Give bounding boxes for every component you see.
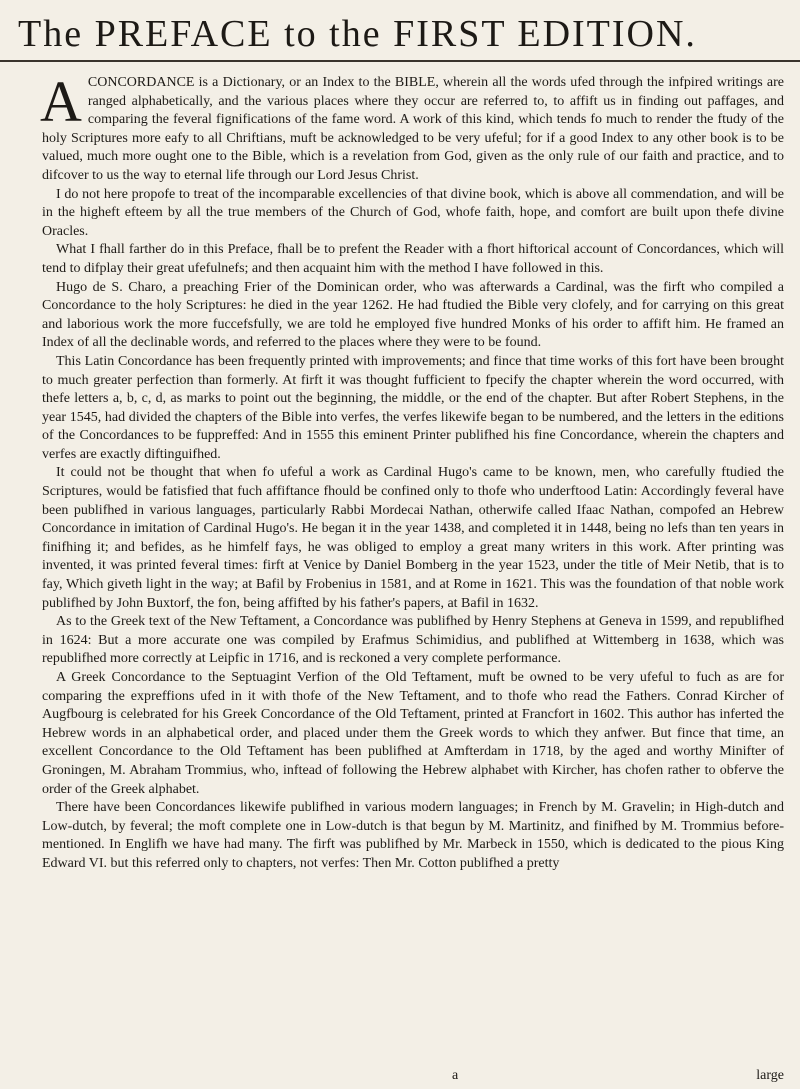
paragraph-8: A Greek Concordance to the Septuagint Verfion of the Old Teftament, muft be owned to be very ufeful to fuch as are for comparing the expreffions ufed in it with thofe of the New Teftament, and to thofe who read the Fathers. Conrad Kircher of Augfbourg is celebrated for his Greek Concordance of the Old Teftament, printed at Francfort in 1602. This author has inferted the Hebrew words in an alphabetical order, and placed under them the Greek words to which they anfwer. But fince that time, an excellent Concordance to the Old Teftament has been publifhed at Amfterdam in 1718, by the aged and worthy Minifter of Groningen, M. Abraham Trommius, who, inftead of following the Hebrew alphabet with Kircher, has chofen rather to obferve the order of the Greek alphabet. [42,670,784,797]
preface-body [40,69,784,874]
page-title: The PREFACE to the FIRST EDITION. [18,13,697,55]
catchword: large [756,1068,784,1083]
paragraph-1-text: CONCORDANCE is a Dictionary, or an Index to the BIBLE, wherein all the words ufed through the infpired writings are ranged alphabetically, and the various places where they occur are referred to, to affift us in finding out paffages, and comparing the feveral fignifications of the fame word. A work of this kind, which tends fo much to render the ftudy of the holy Scriptures more eafy to all Chriftians, muft be acknowledged to be very ufeful; for if a good Index to any other book is to be valued, much more ought one to the Bible, which is a revelation from God, given as the only rule of our faith and practice, and to difcover to us the way to eternal life through our Lord Jesus Christ. [42,75,784,183]
paragraph-4: Hugo de S. Charo, a preaching Frier of the Dominican order, who was afterwards a Cardinal, was the firft who compiled a Concordance to the holy Scriptures: he died in the year 1262. He had ftudied the Bible very clofely, and for carrying on this great and laborious work the more fuccefsfully, we are told he employed five hundred Monks of his order to affift him. He framed an Index of all the declinable words, and referred to the places where they were to be found. [42,279,784,351]
paragraph-3: What I fhall farther do in this Preface, fhall be to prefent the Reader with a fhort hiftorical account of Concordances, which will tend to difplay their great ufefulnefs; and then acquaint him with the method I have followed in this. [42,242,784,276]
title-rule [0,60,800,62]
drop-capital: A [40,69,82,134]
paragraph-5: This Latin Concordance has been frequently printed with improvements; and fince that time works of this fort have been brought to much greater perfection than formerly. At firft it was thought fufficient to fpecify the chapter wherein the word occurred, with thefe letters a, b, c, d, as marks to point out the beginning, the middle, or the end of the chapter. But after Robert Stephens, in the year 1545, had divided the chapters of the Bible into verfes, the verfes likewife began to be numbered, and the letters in the editions of the Concordances to be fuppreffed: And in 1555 this eminent Printer publifhed his fine Concordance, wherein the chapters and verfes are exactly diftinguifhed. [42,353,784,462]
paragraph-1 [40,69,784,186]
paragraph-9: There have been Concordances likewife publifhed in various modern languages; in French by M. Gravelin; in High-dutch and Low-dutch, by feveral; the moft complete one in Low-dutch is that begun by M. Martinitz, and finifhed by M. Trommius before-mentioned. In Englifh we have had many. The firft was publifhed by Mr. Marbeck in 1550, which is dedicated to the pious King Edward VI. but this referred only to chapters, not verfes: Then Mr. Cotton publifhed a pretty [42,800,784,871]
paragraph-6: It could not be thought that when fo ufeful a work as Cardinal Hugo's came to be known, men, who carefully ftudied the Scriptures, would be fatisfied that fuch affiftance fhould be confined only to thofe who underftood Latin: Accordingly feveral have been publifhed in various languages, particularly Rabbi Mordecai Nathan, otherwife called Ifaac Nathan, compofed an Hebrew Concordance in imitation of Cardinal Hugo's. He began it in the year 1438, and completed it in 1448, being no lefs than ten years in finifhing it; and befides, as he himfelf fays, he was obliged to employ a great many writers in this work. After printing was invented, it was printed feveral times: firft at Venice by Daniel Bomberg in the year 1523, under the title of Meir Netib, that is to fay, Which giveth light in the way; at Bafil by Frobenius in 1581, and at Rome in 1621. This was the foundation of that noble work publifhed by John Buxtorf, the fon, being affifted by his father's papers, at Bafil in 1632. [42,465,784,611]
paragraph-7: As to the Greek text of the New Teftament, a Concordance was publifhed by Henry Stephens at Geneva in 1599, and republifhed in 1624: But a more accurate one was compiled by Erafmus Schimidius, and publifhed at Wittemberg in 1638, which was republifhed more correctly at Leipfic in 1716, and is reckoned a very complete performance. [42,614,784,667]
paragraph-2: I do not here propofe to treat of the incomparable excellencies of that divine book, which is above all commendation, and will be in the higheft efteem by all the true members of the Church of God, whofe faith, hope, and comfort are built upon thefe divine Oracles. [42,186,784,239]
signature-mark: a [452,1068,459,1083]
